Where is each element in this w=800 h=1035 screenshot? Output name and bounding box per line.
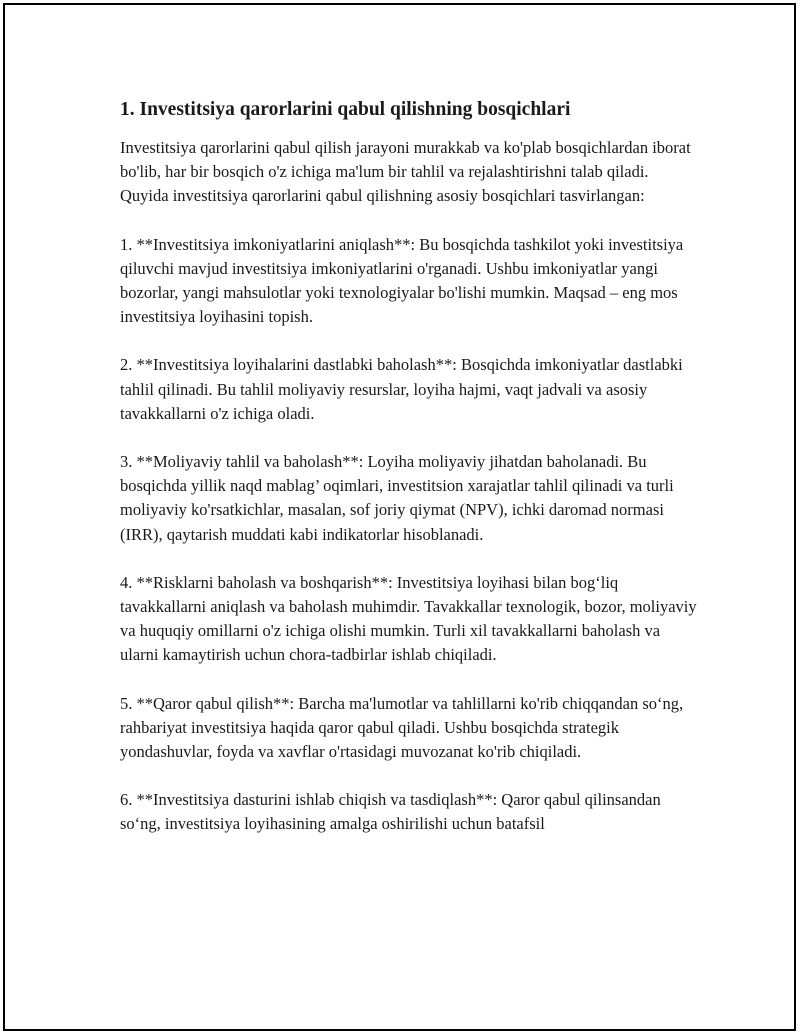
intro-paragraph: Investitsiya qarorlarini qabul qilish jarayoni murakkab va ko'plab bosqichlardan iborat bo'lib, har bir bosqich o'z ichiga ma'lum bir tahlil va rejalashtirishni talab qiladi. Quyida investitsiya qarorlarini qabul qilishning asosiy bosqichlari tasvirlangan: xyxy=(120,138,691,206)
step-4-paragraph: 4. **Risklarni baholash va boshqarish**: Investitsiya loyihasi bilan bog‘liq tavakkallarni aniqlash va baholash muhimdir. Tavakkallar texnologik, bozor, moliyaviy va huquqiy omillarni o'z ichiga olishi mumkin. Turli xil tavakkallarni baholash va ularni kamaytirish uchun chora-tadbirlar ishlab chiqiladi. xyxy=(120,572,697,665)
section-heading: 1. Investitsiya qarorlarini qabul qilishning bosqichlari xyxy=(120,99,571,120)
page-frame xyxy=(3,3,796,1031)
step-6-paragraph: 6. **Investitsiya dasturini ishlab chiqish va tasdiqlash**: Qaror qabul qilinsandan so‘ng, investitsiya loyihasining amalga oshirilishi uchun batafsil xyxy=(120,790,661,834)
step-2-paragraph: 2. **Investitsiya loyihalarini dastlabki baholash**: Bosqichda imkoniyatlar dastlabki tahlil qilinadi. Bu tahlil moliyaviy resurslar, loyiha hajmi, vaqt jadvali va asosiy tavakkallarni o'z ichiga oladi. xyxy=(120,355,683,423)
step-1-paragraph: 1. **Investitsiya imkoniyatlarini aniqlash**: Bu bosqichda tashkilot yoki investitsiya qiluvchi mavjud investitsiya imkoniyatlarini o'rganadi. Ushbu imkoniyatlar yangi bozorlar, yangi mahsulotlar yoki texnologiyalar bo'lishi mumkin. Maqsad – eng mos investitsiya loyihasini topish. xyxy=(120,234,684,327)
document-body xyxy=(120,97,700,837)
step-5-paragraph: 5. **Qaror qabul qilish**: Barcha ma'lumotlar va tahlillarni ko'rib chiqqandan so‘ng, rahbariyat investitsiya haqida qaror qabul qiladi. Ushbu bosqichda strategik yondashuvlar, foyda va xavflar o'rtasidagi muvozanat ko'rib chiqiladi. xyxy=(120,693,684,762)
step-3-paragraph: 3. **Moliyaviy tahlil va baholash**: Loyiha moliyaviy jihatdan baholanadi. Bu bosqichda yillik naqd mablag’ oqimlari, investitsion xarajatlar tahlil qilinadi va turli moliyaviy ko'rsatkichlar, masalan, sof joriy qiymat (NPV), ichki daromad normasi (IRR), qaytarish muddati kabi indikatorlar hisoblanadi. xyxy=(120,452,674,544)
